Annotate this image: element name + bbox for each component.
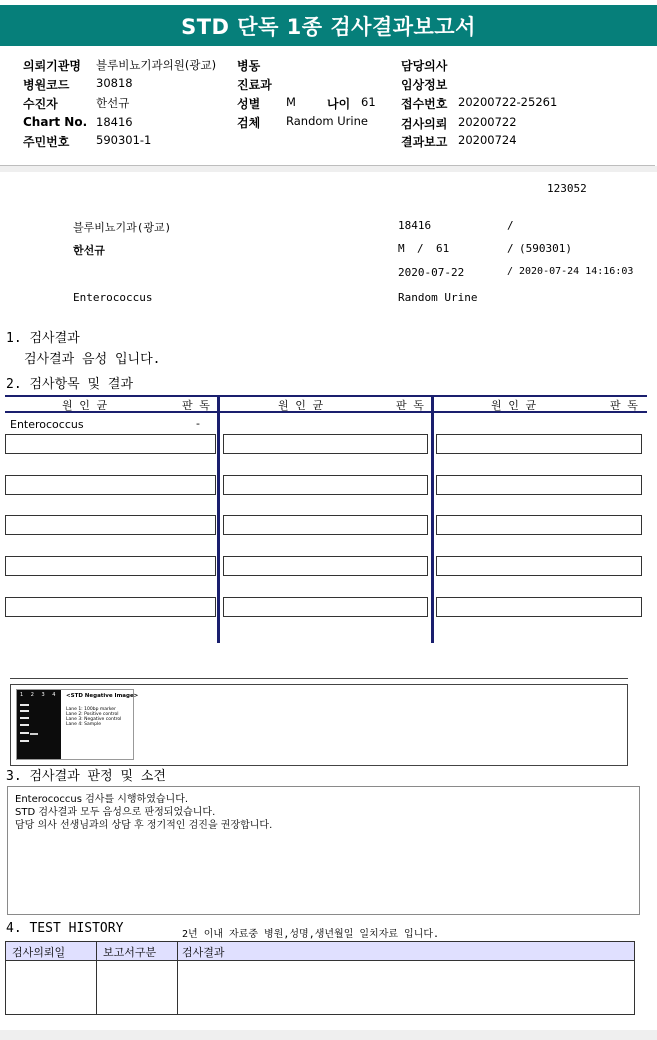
result-pathogen: Enterococcus bbox=[10, 418, 84, 431]
patient-value: 한선규 bbox=[96, 96, 130, 110]
empty-result-row bbox=[436, 515, 642, 535]
report-date-value: 20200724 bbox=[458, 133, 517, 147]
gel-lane-4: Lane 4: Sample bbox=[66, 722, 101, 727]
table-divider-2 bbox=[431, 395, 434, 643]
opinion-line: 담당 의사 선생님과의 상담 후 정기적인 검진을 권장합니다. bbox=[15, 820, 273, 831]
history-col-request-date: 검사의뢰일 bbox=[12, 946, 66, 959]
opinion-line: STD 검사결과 모두 음성으로 판정되었습니다. bbox=[15, 807, 216, 818]
report-code: 123052 bbox=[547, 182, 587, 195]
opinion-line: Enterococcus 검사를 시행하였습니다. bbox=[15, 794, 189, 805]
summary-sex: M bbox=[398, 242, 405, 255]
section4-title: 4. TEST HISTORY bbox=[6, 921, 124, 936]
section2-title: 2. 검사항목 및 결과 bbox=[6, 377, 134, 392]
summary-birth: (590301) bbox=[519, 242, 572, 255]
department-label: 진료과 bbox=[237, 78, 272, 92]
summary-patient: 한선규 bbox=[73, 244, 105, 257]
chart-no-value: 18416 bbox=[96, 115, 133, 129]
id-no-value: 590301-1 bbox=[96, 133, 152, 147]
history-col-result: 검사결과 bbox=[182, 946, 225, 959]
sex-value: M bbox=[286, 95, 296, 109]
empty-result-row bbox=[223, 434, 428, 454]
col-judgement-3: 판 독 bbox=[610, 399, 638, 412]
empty-result-row bbox=[5, 515, 216, 535]
specimen-label: 검체 bbox=[237, 116, 261, 130]
table-divider-1 bbox=[217, 395, 220, 643]
gel-electrophoresis-image bbox=[17, 690, 61, 759]
separator-band bbox=[0, 166, 657, 172]
test-history-header bbox=[6, 942, 634, 961]
sex-label: 성별 bbox=[237, 97, 261, 111]
gel-caption: <STD Negative Image> bbox=[66, 693, 139, 699]
hospital-code-label: 병원코드 bbox=[23, 78, 70, 92]
institution-label: 의뢰기관명 bbox=[23, 59, 81, 73]
hospital-code-value: 30818 bbox=[96, 76, 133, 90]
empty-result-row bbox=[436, 556, 642, 576]
section1-title: 1. 검사결과 bbox=[6, 331, 80, 346]
header-info bbox=[0, 50, 655, 166]
col-pathogen-2: 원 인 균 bbox=[278, 399, 324, 412]
history-col-divider bbox=[96, 942, 97, 1014]
id-no-label: 주민번호 bbox=[23, 135, 70, 149]
empty-result-row bbox=[436, 475, 642, 495]
gel-lane-2: Lane 2: Positive control bbox=[66, 712, 119, 717]
empty-result-row bbox=[5, 556, 216, 576]
age-value: 61 bbox=[361, 95, 376, 109]
empty-result-row bbox=[5, 597, 216, 617]
gel-lane-numbers: 1 2 3 4 bbox=[20, 692, 59, 698]
summary-birth-separator: / bbox=[507, 242, 514, 255]
section1-text: 검사결과 음성 입니다. bbox=[24, 352, 161, 367]
report-title: STD 단독 1종 검사결과보고서 bbox=[0, 5, 657, 46]
image-top-rule bbox=[10, 678, 628, 679]
chart-no-label: Chart No. bbox=[23, 115, 88, 129]
col-judgement-1: 판 독 bbox=[182, 399, 210, 412]
ward-label: 병동 bbox=[237, 59, 261, 73]
summary-age: 61 bbox=[436, 242, 450, 255]
request-date-value: 20200722 bbox=[458, 115, 517, 129]
empty-result-row bbox=[436, 434, 642, 454]
empty-result-row bbox=[5, 475, 216, 495]
institution-value: 블루비뇨기과의원(광교) bbox=[96, 58, 217, 72]
empty-result-row bbox=[223, 515, 428, 535]
empty-result-row bbox=[223, 475, 428, 495]
patient-label: 수진자 bbox=[23, 97, 58, 111]
summary-institution: 블루비뇨기과(광교) bbox=[73, 221, 172, 234]
clinical-info-label: 임상정보 bbox=[401, 78, 448, 92]
empty-result-row bbox=[436, 597, 642, 617]
section3-title: 3. 검사결과 판정 및 소견 bbox=[6, 769, 166, 784]
opinion-box bbox=[7, 786, 640, 915]
summary-slash: / bbox=[507, 219, 514, 232]
summary-specimen: Random Urine bbox=[398, 291, 478, 304]
gel-lane-1: Lane 1: 100bp marker bbox=[66, 707, 116, 712]
report-date-label: 결과보고 bbox=[401, 135, 448, 149]
empty-result-row bbox=[223, 556, 428, 576]
receipt-no-label: 접수번호 bbox=[401, 97, 448, 111]
receipt-no-value: 20200722-25261 bbox=[458, 95, 558, 109]
request-date-label: 검사의뢰 bbox=[401, 117, 448, 131]
empty-result-row bbox=[5, 434, 216, 454]
result-judgement: - bbox=[196, 417, 200, 430]
doctor-label: 담당의사 bbox=[401, 59, 448, 73]
empty-result-row bbox=[223, 597, 428, 617]
footer-band bbox=[0, 1030, 657, 1040]
history-col-divider bbox=[177, 942, 178, 1014]
summary-item: Enterococcus bbox=[73, 291, 153, 304]
specimen-value: Random Urine bbox=[286, 114, 368, 128]
col-judgement-2: 판 독 bbox=[396, 399, 424, 412]
summary-report-separator: / bbox=[507, 266, 514, 277]
summary-chart-no: 18416 bbox=[398, 219, 432, 232]
col-pathogen-3: 원 인 균 bbox=[491, 399, 537, 412]
age-label: 나이 bbox=[327, 97, 351, 111]
summary-report-datetime: 2020-07-24 14:16:03 bbox=[519, 266, 634, 277]
summary-request-date: 2020-07-22 bbox=[398, 266, 465, 279]
section4-note: 2년 이내 자료중 병원,성명,생년월일 일치자료 입니다. bbox=[182, 929, 440, 940]
gel-lane-3: Lane 3: Negative control bbox=[66, 717, 122, 722]
summary-sex-age-separator: / bbox=[417, 242, 424, 255]
col-pathogen-1: 원 인 균 bbox=[62, 399, 108, 412]
history-col-report-type: 보고서구분 bbox=[103, 946, 157, 959]
